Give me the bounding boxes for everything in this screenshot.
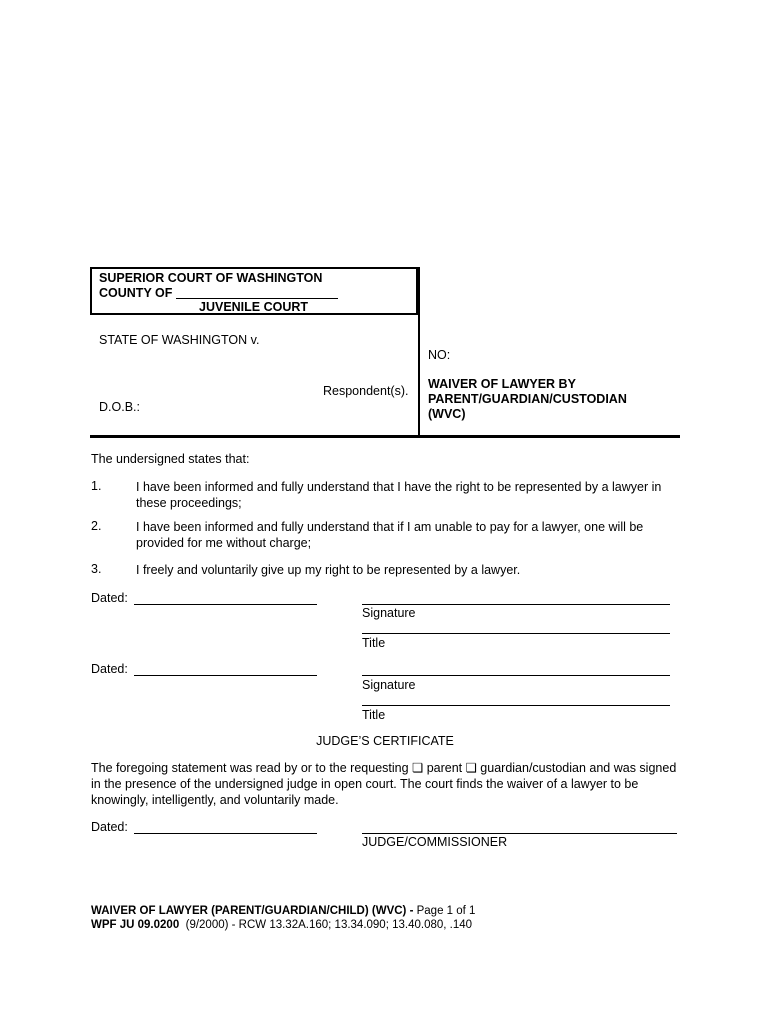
case-number-label: NO: xyxy=(428,348,451,362)
title-line xyxy=(362,633,670,634)
item-text: I freely and voluntarily give up my right to be represented by a lawyer. xyxy=(136,563,521,577)
title-label: Title xyxy=(362,708,386,722)
judge-dated-label: Dated: xyxy=(91,820,128,834)
judge-dated-line xyxy=(134,833,317,834)
form-title-line2: PARENT/GUARDIAN/CUSTODIAN xyxy=(428,392,627,406)
footer-page: Page 1 of 1 xyxy=(413,905,476,917)
footer-line2 xyxy=(91,919,472,931)
title-line xyxy=(362,705,670,706)
caption-bottom-rule xyxy=(90,435,680,438)
juvenile-court-label: JUVENILE COURT xyxy=(199,300,309,314)
county-blank-line xyxy=(176,298,338,299)
footer-form-code: WPF JU 09.0200 xyxy=(91,919,180,931)
dated-line xyxy=(134,604,317,605)
signature-line xyxy=(362,604,670,605)
item-number: 2. xyxy=(91,519,102,533)
state-label: STATE OF WASHINGTON v. xyxy=(99,333,260,347)
item-text: I have been informed and fully understand that if I am unable to pay for a lawyer, one will be provided for me without charge; xyxy=(136,520,644,550)
judge-commissioner-label: JUDGE/COMMISSIONER xyxy=(362,835,508,849)
footer-line1 xyxy=(91,905,475,917)
certificate-heading: JUDGE’S CERTIFICATE xyxy=(316,734,454,748)
item-text: I have been informed and fully understand that I have the right to be represented by a lawyer in these proceedings; xyxy=(136,480,662,510)
dated-label: Dated: xyxy=(91,662,128,676)
court-name: SUPERIOR COURT OF WASHINGTON xyxy=(99,271,323,285)
footer-rcw: (9/2000) - RCW 13.32A.160; 13.34.090; 13.40.080, .140 xyxy=(179,919,473,931)
form-title-line3: (WVC) xyxy=(428,407,466,421)
title-label: Title xyxy=(362,636,386,650)
item-number: 3. xyxy=(91,562,102,576)
respondents-label: Respondent(s). xyxy=(323,384,409,398)
signature-line xyxy=(362,675,670,676)
certificate-text: The foregoing statement was read by or to the requesting ❏ parent ❏ guardian/custodian and was signed in the presence of the undersigned judge in open court. The court finds the waiver of a lawyer to be knowingly, intelligently, and voluntarily made. xyxy=(91,761,677,807)
dob-label: D.O.B.: xyxy=(99,400,140,414)
form-title-line1: WAIVER OF LAWYER BY xyxy=(428,377,576,391)
dated-label: Dated: xyxy=(91,591,128,605)
intro-text: The undersigned states that: xyxy=(91,452,250,466)
county-label: COUNTY OF xyxy=(99,286,173,300)
caption-divider xyxy=(418,267,420,437)
judge-signature-line xyxy=(362,833,677,834)
footer-form-title: WAIVER OF LAWYER (PARENT/GUARDIAN/CHILD) (WVC) - xyxy=(91,905,414,917)
signature-label: Signature xyxy=(362,678,416,692)
item-number: 1. xyxy=(91,479,102,493)
signature-label: Signature xyxy=(362,606,416,620)
dated-line xyxy=(134,675,317,676)
